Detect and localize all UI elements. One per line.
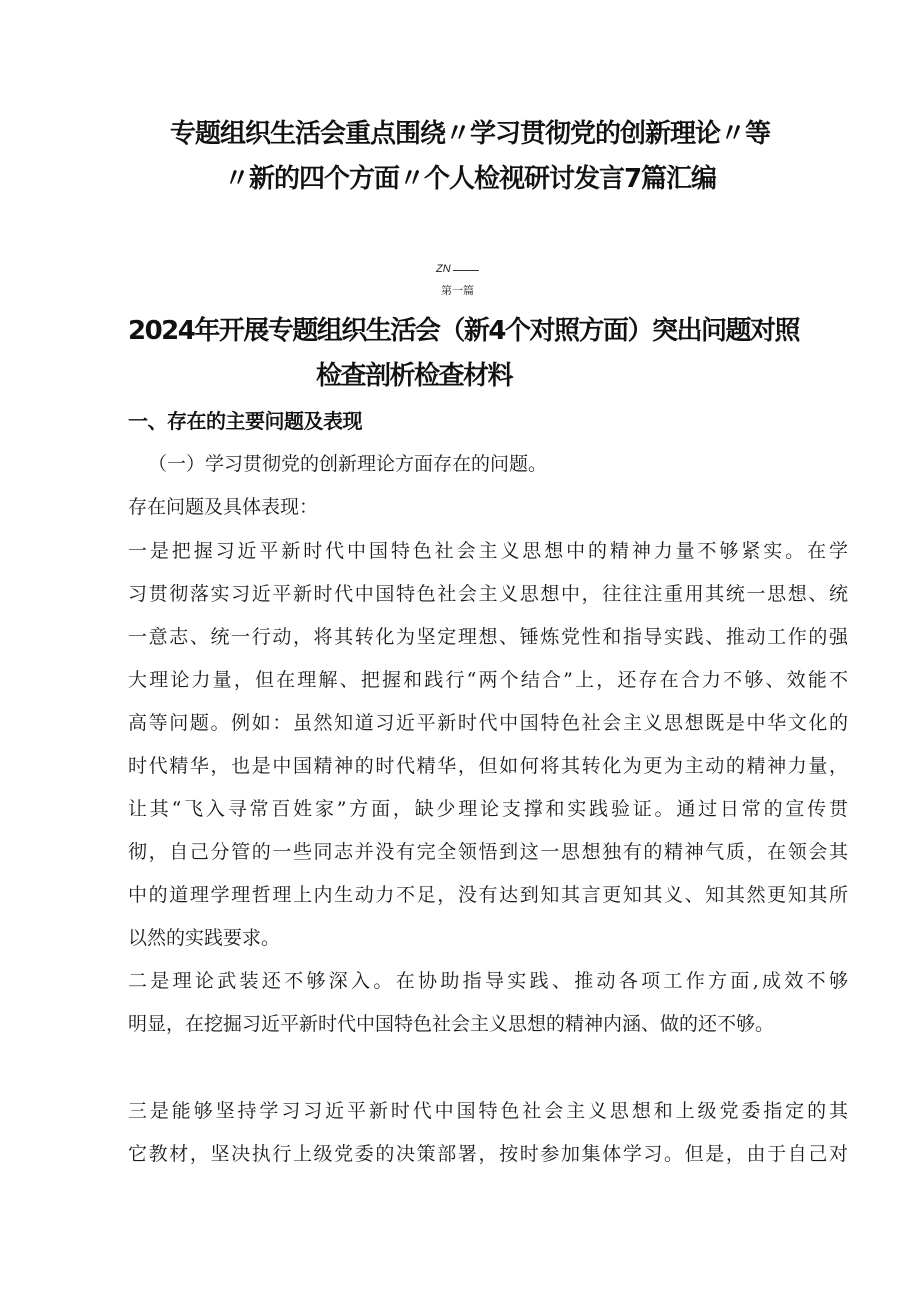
paragraph-1-line-1: 一是把握习近平新时代中国特色社会主义思想中的精神力量不够紧实。在学 [128,540,848,562]
paragraph-1-line-7: 让其“飞入寻常百姓家”方面，缺少理论支撑和实践验证。通过日常的宣传贯 [128,798,848,820]
subsection-heading: （一）学习贯彻党的创新理论方面存在的问题。 [148,453,548,475]
section-heading: 一、存在的主要问题及表现 [128,409,362,433]
paragraph-1-line-2: 习贯彻落实习近平新时代中国特色社会主义思想中，往往注重用其统一思想、统 [128,583,848,605]
subtitle-line-2: 检查剖析检查材料 [316,361,513,391]
paragraph-1-line-3: 一意志、统一行动，将其转化为坚定理想、锤炼党性和指导实践、推动工作的强 [128,626,848,648]
paragraph-3-line-2: 它教材，坚决执行上级党委的决策部署，按时参加集体学习。但是，由于自己对 [128,1143,848,1165]
paragraph-1-line-8: 彻，自己分管的一些同志并没有完全领悟到这一思想独有的精神气质，在领会其 [128,841,848,863]
separator-rule [453,270,479,271]
paragraph-1-line-5: 高等问题。例如：虽然知道习近平新时代中国特色社会主义思想既是中华文化的 [128,712,848,734]
separator-mark-text: ZN [436,263,451,275]
paragraph-2-line-1: 二是理论武装还不够深入。在协助指导实践、推动各项工作方面,成效不够 [128,970,848,992]
chapter-label: 第一篇 [441,284,474,297]
document-title-line-1: 专题组织生活会重点围绕〃学习贯彻党的创新理论〃等 [169,119,770,149]
subtitle-line-1: 2024年开展专题组织生活会（新4个对照方面）突出问题对照 [128,316,799,346]
separator-mark [436,262,479,276]
paragraph-1-line-10: 以然的实践要求。 [128,927,281,949]
paragraph-1-line-9: 中的道理学理哲理上内生动力不足，没有达到知其言更知其义、知其然更知其所 [128,884,848,906]
paragraph-1-line-4: 大理论力量，但在理解、把握和践行“两个结合”上，还存在合力不够、效能不 [128,669,848,691]
document-title-line-2: 〃新的四个方面〃个人检视研讨发言7篇汇编 [223,164,717,194]
paragraph-3-line-1: 三是能够坚持学习习近平新时代中国特色社会主义思想和上级党委指定的其 [128,1100,848,1122]
lead-in-text: 存在问题及具体表现： [128,496,319,518]
paragraph-1-line-6: 时代精华，也是中国精神的时代精华，但如何将其转化为更为主动的精神力量， [128,755,848,777]
paragraph-2-line-2: 明显，在挖掘习近平新时代中国特色社会主义思想的精神内涵、做的还不够。 [128,1013,775,1035]
